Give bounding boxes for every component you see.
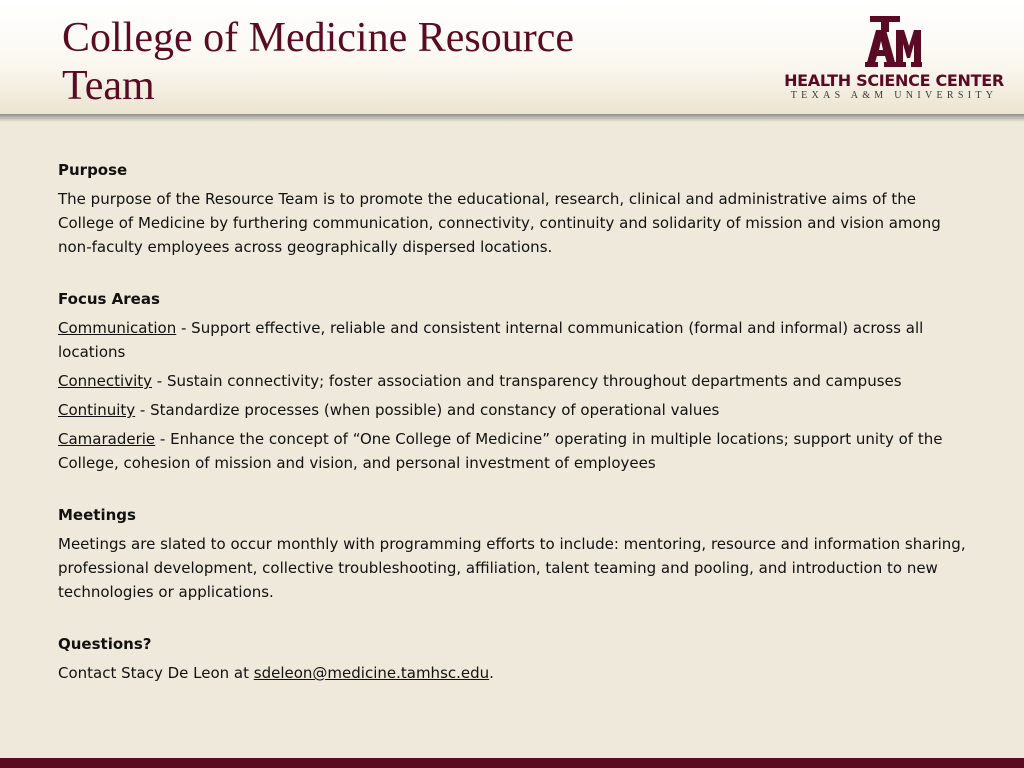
purpose-heading: Purpose <box>58 161 128 179</box>
focus-areas-heading: Focus Areas <box>58 290 160 308</box>
focus-term: Connectivity <box>58 372 152 390</box>
focus-item-connectivity <box>58 369 968 393</box>
meetings-text: Meetings are slated to occur monthly with programming efforts to include: mentoring, resource and information sharing, professional development, collective troubleshooting, affiliation, talent teaming and pooling, and introduction to new technologies or applications. <box>58 535 966 601</box>
focus-item-continuity <box>58 398 968 422</box>
focus-term: Communication <box>58 319 177 337</box>
slide-body <box>58 158 968 690</box>
focus-item-camaraderie <box>58 427 968 475</box>
focus-term: Camaraderie <box>58 430 156 448</box>
focus-desc: - Standardize processes (when possible) and constancy of operational values <box>135 401 720 419</box>
purpose-text: The purpose of the Resource Team is to promote the educational, research, clinical and administrative aims of the College of Medicine by furthering communication, connectivity, continuity and solidarity of mission and vision among non-faculty employees across geographically dispersed locations. <box>58 190 941 256</box>
focus-term: Continuity <box>58 401 136 419</box>
contact-email-link[interactable]: sdeleon@medicine.tamhsc.edu <box>253 664 490 682</box>
focus-desc: - Enhance the concept of “One College of Medicine” operating in multiple locations; support unity of the College, cohesion of mission and vision, and personal investment of employees <box>58 430 943 472</box>
header-divider <box>0 114 1024 122</box>
atm-logo-icon <box>862 16 922 68</box>
footer-bar <box>0 758 1024 768</box>
focus-item-communication <box>58 316 968 364</box>
focus-desc: - Sustain connectivity; foster association and transparency throughout departments and campuses <box>152 372 902 390</box>
logo <box>778 16 1010 104</box>
contact-prefix: Contact Stacy De Leon at <box>58 664 254 682</box>
contact-line <box>58 661 968 685</box>
logo-name: HEALTH SCIENCE CENTER <box>784 71 1004 90</box>
questions-heading: Questions? <box>58 635 152 653</box>
meetings-heading: Meetings <box>58 506 136 524</box>
slide-title: College of Medicine Resource Team <box>62 15 574 109</box>
logo-subtitle: TEXAS A&M UNIVERSITY <box>790 90 998 101</box>
focus-desc: - Support effective, reliable and consistent internal communication (formal and informal) across all locations <box>58 319 924 361</box>
contact-suffix: . <box>489 664 494 682</box>
